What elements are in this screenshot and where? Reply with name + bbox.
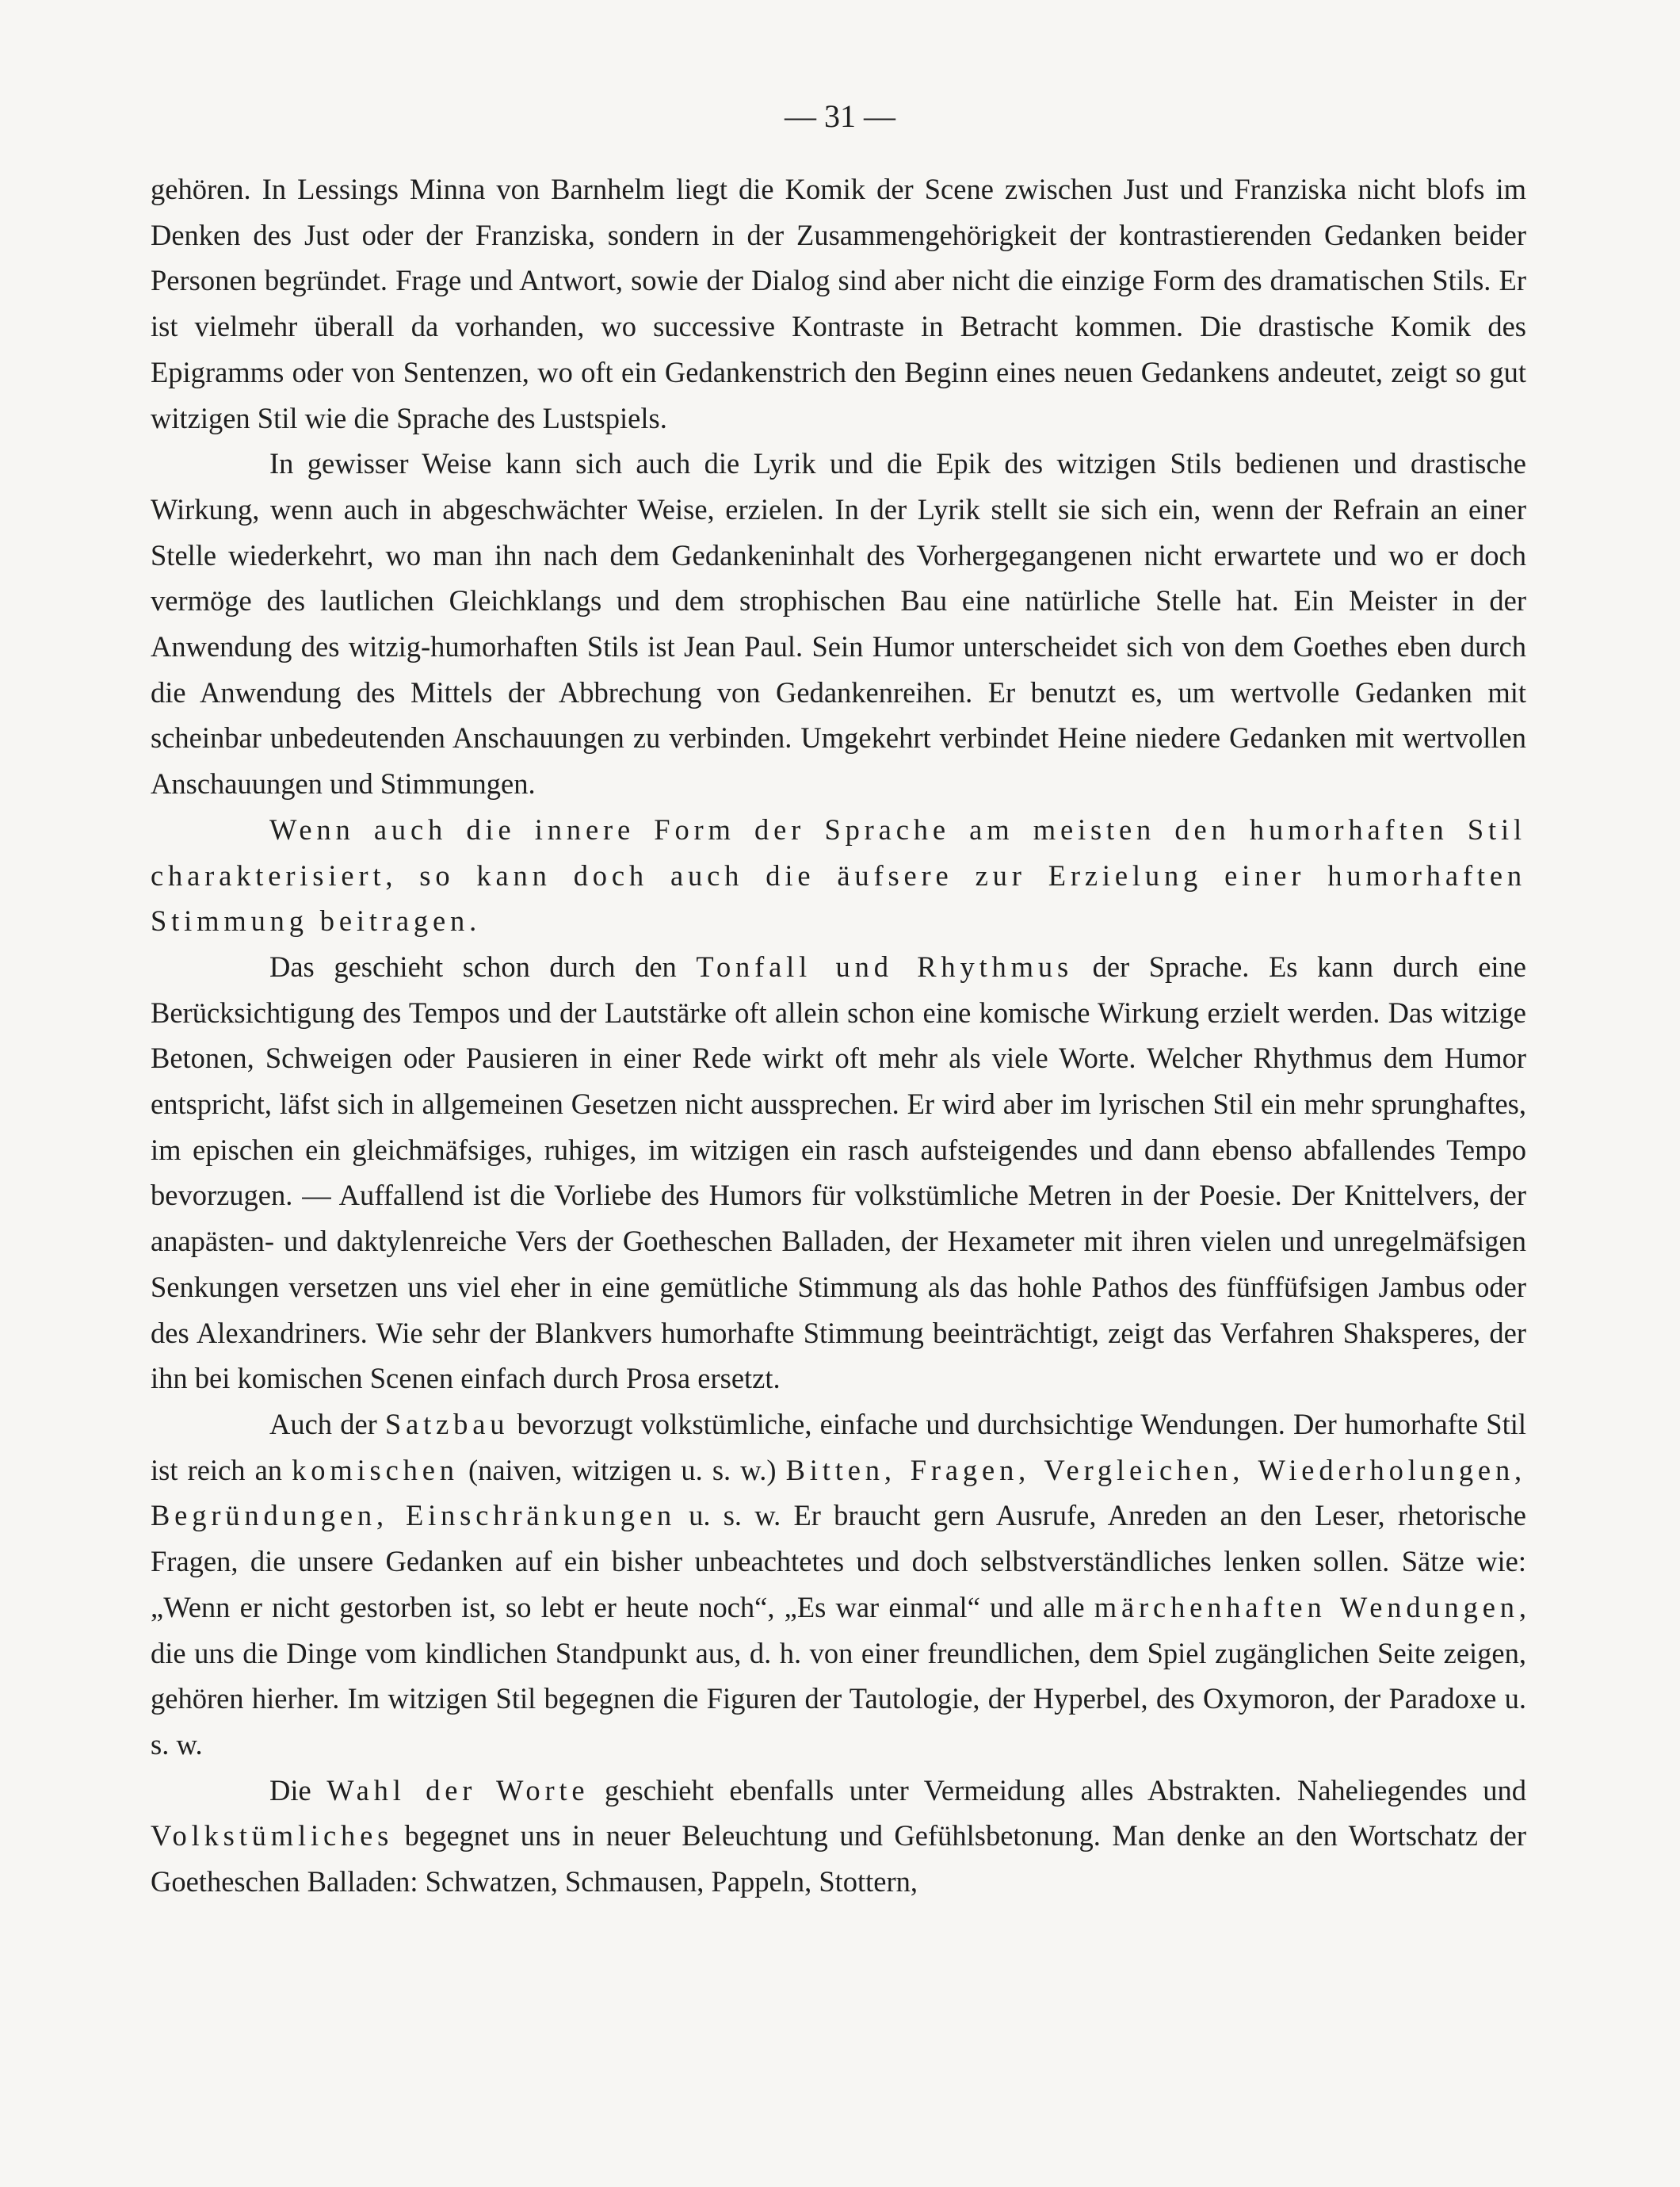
paragraph — [151, 807, 1526, 944]
paragraph — [151, 166, 1526, 441]
paragraph-text: bevorzugt volkstümliche, einfache und durchsichtige Wendungen. Der humorhafte Stil ist reich an — [151, 1407, 1526, 1486]
spaced-emphasis: Satzbau — [384, 1407, 510, 1440]
spaced-emphasis: Wahl der Worte — [326, 1773, 590, 1807]
paragraph — [151, 944, 1526, 1401]
paragraph-text: begegnet uns in neuer Beleuchtung und Gefühlsbetonung. Man denke an den Wortschatz der Goetheschen Balladen: Schwatzen, Schmausen, Pappeln, Stottern, — [151, 1819, 1526, 1898]
page-number: — 31 — — [785, 98, 895, 134]
paragraph-text: Auch der — [269, 1407, 385, 1440]
spaced-emphasis: Wenn auch die innere Form der Sprache am meisten den humorhaften Stil charakterisiert, so kann doch auch die äufsere zur Erzielung einer humorhaften Stimmung beitragen. — [151, 812, 1526, 938]
paragraph-text: gehören. In Lessings Minna von Barnhelm liegt die Komik der Scene zwischen Just und Franziska nicht blofs im Denken des Just oder der Franziska, sondern in der Zusammengehörigkeit der kontrastierenden Gedanken beider Personen begründet. Frage und Antwort, sowie der Dialog sind aber nicht die einzige Form des dramatischen Stils. Er ist vielmehr überall da vorhanden, wo successive Kontraste in Betracht kommen. Die drastische Komik des Epigramms oder von Sentenzen, wo oft ein Gedankenstrich den Beginn eines neuen Gedankens andeutet, zeigt so gut witzigen Stil wie die Sprache des Lustspiels. — [151, 173, 1526, 434]
spaced-emphasis: Bitten, Fragen, Vergleichen, Wiederholungen, Begründungen, Einschränkungen — [151, 1453, 1527, 1532]
paragraph-text: u. s. w. Er braucht gern Ausrufe, Anreden an den Leser, rhetorische Fragen, die unsere Gedanken auf ein bisher unbeachtetes und doch selbstverständliches lenken sollen. Sätze wie: „Wenn er nicht gestorben ist, so lebt er heute noch“, „Es war einmal“ und alle — [151, 1499, 1526, 1623]
paragraph — [151, 1401, 1526, 1768]
paragraph-text: (naiven, witzigen u. s. w.) — [458, 1453, 786, 1486]
paragraph-text: In gewisser Weise kann sich auch die Lyrik und die Epik des witzigen Stils bedienen und drastische Wirkung, wenn auch in abgeschwächter Weise, erzielen. In der Lyrik stellt sie sich ein, wenn der Refrain an einer Stelle wiederkehrt, wo man ihn nach dem Gedankeninhalt des Vorhergegangenen nicht erwartete und wo er doch vermöge des lautlichen Gleichklangs und dem strophischen Bau eine natürliche Stelle hat. Ein Meister in der Anwendung des witzig-humorhaften Stils ist Jean Paul. Sein Humor unterscheidet sich von dem Goethes eben durch die Anwendung des Mittels der Abbrechung von Gedankenreihen. Er benutzt es, um wertvolle Gedanken mit scheinbar unbedeutenden Anschauungen zu verbinden. Umgekehrt verbindet Heine niedere Gedanken mit wertvollen Anschauungen und Stimmungen. — [151, 447, 1526, 801]
paragraph — [151, 1768, 1526, 1905]
paragraph-text: geschieht ebenfalls unter Vermeidung alles Abstrakten. Naheliegendes und — [589, 1773, 1526, 1807]
spaced-emphasis: Tonfall und Rhythmus — [696, 950, 1074, 983]
paragraph-text: Das geschieht schon durch den — [269, 950, 697, 983]
paragraph-text: der Sprache. Es kann durch eine Berücksichtigung des Tempos und der Lautstärke oft allein schon eine komische Wirkung erzielt werden. Das witzige Betonen, Schweigen oder Pausieren in einer Rede wirkt oft mehr als viele Worte. Welcher Rhythmus dem Humor entspricht, läfst sich in allgemeinen Gesetzen nicht aussprechen. Er wird aber im lyrischen Stil ein mehr sprunghaftes, im epischen ein gleichmäfsiges, ruhiges, im witzigen ein rasch aufsteigendes und dann ebenso abfallendes Tempo bevorzugen. — Auffallend ist die Vorliebe des Humors für volkstümliche Metren in der Poesie. Der Knittelvers, der anapästen- und daktylenreiche Vers der Goetheschen Balladen, der Hexameter mit ihren vielen und unregelmäfsigen Senkungen versetzen uns viel eher in eine gemütliche Stimmung als das hohle Pathos des fünffüfsigen Jambus oder des Alexandriners. Wie sehr der Blankvers humorhafte Stimmung beeinträchtigt, zeigt das Verfahren Shaksperes, der ihn bei komischen Scenen einfach durch Prosa ersetzt. — [151, 950, 1527, 1395]
spaced-emphasis: märchenhaften Wendungen — [1094, 1590, 1519, 1623]
paragraph-text: , die uns die Dinge vom kindlichen Standpunkt aus, d. h. von einer freundlichen, dem Spiel zugänglichen Seite zeigen, gehören hierher. Im witzigen Stil begegnen die Figuren der Tautologie, der Hyperbel, des Oxymoron, der Paradoxe u. s. w. — [151, 1590, 1526, 1761]
paragraph-text: Die — [269, 1773, 327, 1807]
spaced-emphasis: Volkstümliches — [151, 1819, 394, 1852]
spaced-emphasis: komischen — [292, 1453, 459, 1486]
page-body — [151, 166, 1526, 1905]
paragraph — [151, 441, 1526, 807]
